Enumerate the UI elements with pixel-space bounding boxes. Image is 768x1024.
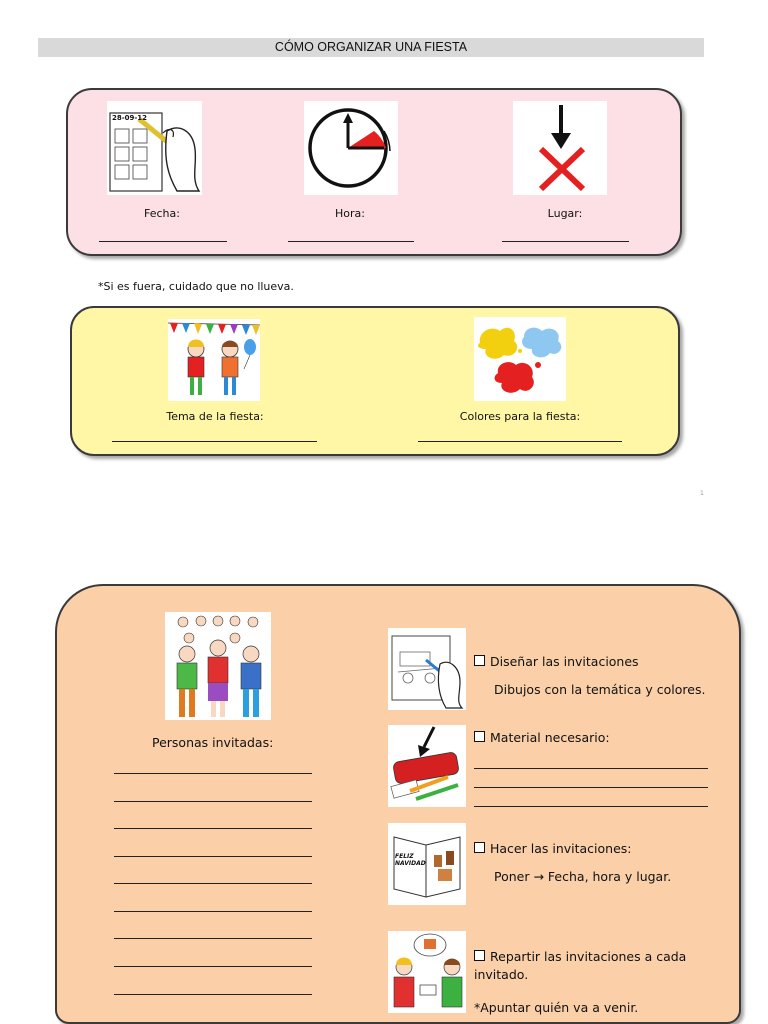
deliver-step-label: Repartir las invitaciones a cada: [490, 949, 687, 964]
guest-line-6[interactable]: [114, 911, 312, 912]
pencil-case-icon: [388, 725, 466, 807]
time-answer-line[interactable]: [288, 241, 414, 242]
date-label: Fecha:: [144, 207, 180, 220]
card-greeting-text: FELIZ NAVIDAD: [395, 853, 426, 867]
deliver-step: [474, 949, 686, 964]
material-checkbox[interactable]: [474, 731, 485, 742]
paint-splash-icon: [474, 317, 566, 401]
group-of-people-icon: [165, 612, 271, 720]
make-step-detail: Poner → Fecha, hora y lugar.: [494, 869, 672, 884]
design-step: [474, 654, 639, 669]
material-step-label: Material necesario:: [490, 730, 610, 745]
hand-over-invitation-icon: [388, 931, 466, 1013]
guests-label: Personas invitadas:: [152, 735, 274, 750]
material-step: [474, 730, 610, 745]
theme-colors-panel: [70, 306, 680, 456]
guest-line-5[interactable]: [114, 883, 312, 884]
drawing-design-icon: [388, 628, 466, 710]
place-answer-line[interactable]: [502, 241, 629, 242]
page-title: CÓMO ORGANIZAR UNA FIESTA: [38, 38, 704, 57]
weather-note: *Si es fuera, cuidado que no llueva.: [98, 280, 294, 293]
guest-line-3[interactable]: [114, 828, 312, 829]
calendar-date: 28-09-12: [112, 114, 148, 122]
material-line-1[interactable]: [474, 768, 708, 769]
clock-icon: [304, 101, 398, 195]
date-answer-line[interactable]: [99, 241, 227, 242]
guest-line-7[interactable]: [114, 938, 312, 939]
design-step-label: Diseñar las invitaciones: [490, 654, 639, 669]
place-label: Lugar:: [547, 207, 583, 220]
guest-line-1[interactable]: [114, 773, 312, 774]
theme-label: Tema de la fiesta:: [166, 410, 264, 423]
make-checkbox[interactable]: [474, 842, 485, 853]
guest-line-9[interactable]: [114, 994, 312, 995]
theme-answer-line[interactable]: [112, 441, 317, 442]
material-line-2[interactable]: [474, 787, 708, 788]
colors-label: Colores para la fiesta:: [459, 410, 581, 423]
colors-answer-line[interactable]: [418, 441, 622, 442]
page-number: 1: [700, 490, 704, 497]
note-attendance: *Apuntar quién va a venir.: [474, 1000, 639, 1015]
design-checkbox[interactable]: [474, 655, 485, 666]
make-step: [474, 841, 632, 856]
make-step-label: Hacer las invitaciones:: [490, 841, 632, 856]
guest-line-4[interactable]: [114, 856, 312, 857]
party-kids-icon: [168, 319, 260, 401]
place-marker-icon: [513, 101, 607, 195]
calendar-writing-icon: [107, 101, 202, 195]
deliver-step-cont: invitado.: [474, 967, 529, 982]
guest-line-8[interactable]: [114, 966, 312, 967]
deliver-checkbox[interactable]: [474, 950, 485, 961]
design-step-detail: Dibujos con la temática y colores.: [494, 682, 706, 697]
guest-line-2[interactable]: [114, 801, 312, 802]
time-label: Hora:: [335, 207, 365, 220]
greeting-card-icon: [388, 823, 466, 905]
material-line-3[interactable]: [474, 806, 708, 807]
